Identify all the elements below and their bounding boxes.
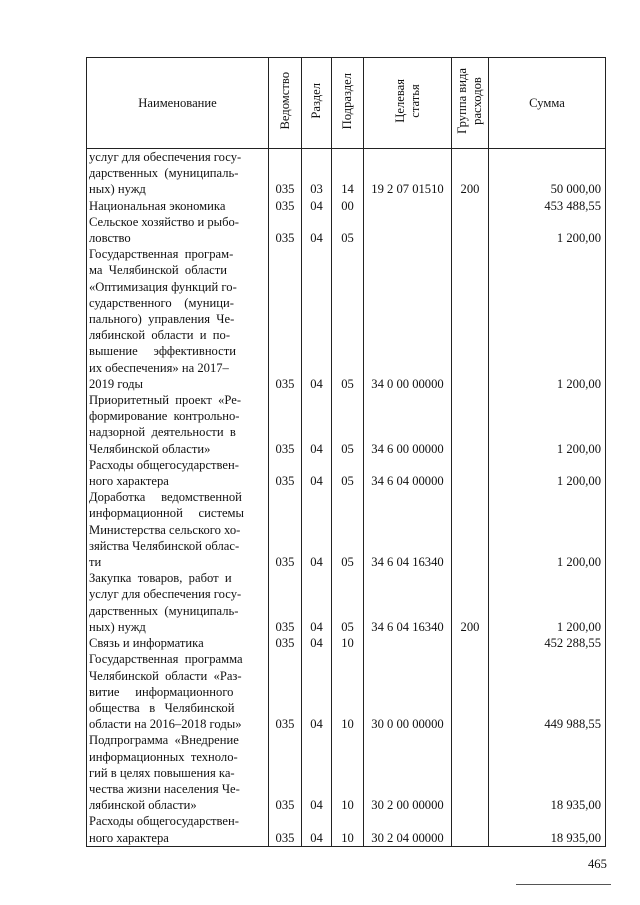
name-line: информационной системы <box>89 506 244 521</box>
name-line: «Оптимизация функций го- <box>89 279 237 294</box>
cell-summa: 1 200,00 <box>489 457 606 489</box>
cell-summa: 452 288,55 <box>489 635 606 651</box>
cell-gruppa-vida <box>452 813 489 846</box>
cell-podrazdel: 05 <box>332 392 364 457</box>
cell-razdel: 04 <box>302 651 332 732</box>
name-line: сударственного (муници- <box>89 295 234 310</box>
name-line: гий в целях повышения ка- <box>89 765 235 780</box>
cell-summa: 18 935,00 <box>489 813 606 846</box>
table-row <box>87 635 606 651</box>
cell-celevaya-statya: 34 6 04 16340 <box>364 489 452 570</box>
cell-celevaya-statya: 30 2 00 00000 <box>364 732 452 813</box>
name-line: лябинской области» <box>89 798 197 813</box>
cell-celevaya-statya: 34 6 00 00000 <box>364 392 452 457</box>
cell-celevaya-statya: 34 0 00 00000 <box>364 246 452 392</box>
name-line: ных) нужд <box>89 182 146 197</box>
name-line: ного характера <box>89 474 169 489</box>
cell-name <box>87 214 269 246</box>
cell-name <box>87 457 269 489</box>
name-line: Челябинской области «Раз- <box>89 668 242 683</box>
header-vedomstvo: Ведомство <box>269 58 302 149</box>
cell-razdel: 04 <box>302 457 332 489</box>
table-row <box>87 392 606 457</box>
cell-celevaya-statya <box>364 214 452 246</box>
cell-summa: 1 200,00 <box>489 489 606 570</box>
cell-name <box>87 651 269 732</box>
table-row <box>87 489 606 570</box>
name-line: услуг для обеспечения госу- <box>89 150 242 164</box>
name-line: зяйства Челябинской облас- <box>89 538 240 553</box>
budget-table <box>86 57 606 847</box>
table-body <box>87 149 606 847</box>
name-line: вышение эффективности <box>89 344 236 359</box>
cell-celevaya-statya: 34 6 04 00000 <box>364 457 452 489</box>
table-row <box>87 198 606 214</box>
cell-razdel: 04 <box>302 198 332 214</box>
header-name: Наименование <box>87 58 269 149</box>
cell-name <box>87 246 269 392</box>
table-header-row <box>87 58 606 149</box>
name-line: области на 2016–2018 годы» <box>89 717 242 732</box>
name-line: Государственная програм- <box>89 247 234 262</box>
cell-podrazdel: 05 <box>332 489 364 570</box>
table-row <box>87 214 606 246</box>
table-row <box>87 651 606 732</box>
cell-razdel: 04 <box>302 570 332 635</box>
name-line: Закупка товаров, работ и <box>89 571 232 586</box>
table-row <box>87 149 606 198</box>
cell-celevaya-statya: 30 2 04 00000 <box>364 813 452 846</box>
table-row <box>87 813 606 846</box>
page-number: 465 <box>588 857 607 871</box>
name-line: Челябинской области» <box>89 441 211 456</box>
header-gruppa-vida-rashodov: Группа вида расходов <box>452 58 489 149</box>
cell-razdel: 04 <box>302 732 332 813</box>
table-row <box>87 246 606 392</box>
name-line: Связь и информатика <box>89 636 204 651</box>
cell-podrazdel: 00 <box>332 198 364 214</box>
cell-gruppa-vida <box>452 214 489 246</box>
cell-name <box>87 149 269 198</box>
cell-gruppa-vida <box>452 246 489 392</box>
cell-celevaya-statya: 30 0 00 00000 <box>364 651 452 732</box>
name-line: ти <box>89 555 102 570</box>
name-line: услуг для обеспечения госу- <box>89 587 242 602</box>
cell-razdel: 04 <box>302 392 332 457</box>
cell-gruppa-vida <box>452 635 489 651</box>
name-line: формирование контрольно- <box>89 409 240 424</box>
name-line: лябинской области и по- <box>89 328 231 343</box>
cell-celevaya-statya <box>364 198 452 214</box>
cell-name <box>87 570 269 635</box>
cell-vedomstvo: 035 <box>269 246 302 392</box>
cell-podrazdel: 10 <box>332 813 364 846</box>
name-line: 2019 годы <box>89 376 143 391</box>
name-line: их обеспечения» на 2017– <box>89 360 229 375</box>
cell-vedomstvo: 035 <box>269 198 302 214</box>
table-row <box>87 732 606 813</box>
cell-name <box>87 813 269 846</box>
name-line: дарственных (муниципаль- <box>89 603 239 618</box>
cell-gruppa-vida <box>452 651 489 732</box>
cell-summa: 1 200,00 <box>489 570 606 635</box>
cell-podrazdel: 05 <box>332 570 364 635</box>
table-row <box>87 570 606 635</box>
cell-summa: 50 000,00 <box>489 149 606 198</box>
name-line: Национальная экономика <box>89 198 226 213</box>
name-line: информационных техноло- <box>89 749 238 764</box>
cell-podrazdel: 05 <box>332 214 364 246</box>
cell-podrazdel: 10 <box>332 635 364 651</box>
cell-razdel: 04 <box>302 214 332 246</box>
name-line: надзорной деятельности в <box>89 425 236 440</box>
cell-summa: 449 988,55 <box>489 651 606 732</box>
cell-vedomstvo: 035 <box>269 813 302 846</box>
cell-name <box>87 732 269 813</box>
name-line: витие информационного <box>89 684 234 699</box>
cell-razdel: 04 <box>302 635 332 651</box>
name-line: Подпрограмма «Внедрение <box>89 733 239 748</box>
cell-razdel: 03 <box>302 149 332 198</box>
cell-celevaya-statya <box>364 635 452 651</box>
cell-summa: 1 200,00 <box>489 246 606 392</box>
cell-vedomstvo: 035 <box>269 214 302 246</box>
header-celevaya-statya: Целевая статья <box>364 58 452 149</box>
cell-name <box>87 489 269 570</box>
name-line: Государственная программа <box>89 652 243 667</box>
cell-vedomstvo: 035 <box>269 651 302 732</box>
cell-name <box>87 635 269 651</box>
name-line: ных) нужд <box>89 619 146 634</box>
cell-gruppa-vida <box>452 732 489 813</box>
cell-summa: 18 935,00 <box>489 732 606 813</box>
cell-gruppa-vida <box>452 198 489 214</box>
cell-gruppa-vida: 200 <box>452 570 489 635</box>
cell-podrazdel: 10 <box>332 732 364 813</box>
name-line: общества в Челябинской <box>89 700 235 715</box>
name-line: ма Челябинской области <box>89 263 228 278</box>
cell-summa: 1 200,00 <box>489 392 606 457</box>
name-line: Сельское хозяйство и рыбо- <box>89 214 239 229</box>
header-razdel: Раздел <box>302 58 332 149</box>
cell-vedomstvo: 035 <box>269 635 302 651</box>
cell-podrazdel: 14 <box>332 149 364 198</box>
cell-name <box>87 198 269 214</box>
name-line: ного характера <box>89 830 169 845</box>
cell-razdel: 04 <box>302 489 332 570</box>
name-line: Министерства сельского хо- <box>89 522 241 537</box>
cell-gruppa-vida <box>452 489 489 570</box>
cell-vedomstvo: 035 <box>269 489 302 570</box>
cell-gruppa-vida <box>452 392 489 457</box>
name-line: чества жизни населения Че- <box>89 781 240 796</box>
cell-gruppa-vida <box>452 457 489 489</box>
name-line: Расходы общегосударствен- <box>89 814 239 829</box>
name-line: Приоритетный проект «Ре- <box>89 393 242 408</box>
name-line: дарственных (муниципаль- <box>89 166 239 181</box>
cell-gruppa-vida: 200 <box>452 149 489 198</box>
table-row <box>87 457 606 489</box>
header-summa: Сумма <box>489 58 606 149</box>
name-line: Расходы общегосударствен- <box>89 457 239 472</box>
cell-vedomstvo: 035 <box>269 149 302 198</box>
name-line: Доработка ведомственной <box>89 490 242 505</box>
name-line: ловство <box>89 231 131 246</box>
name-line: пального) управления Че- <box>89 312 235 327</box>
cell-name <box>87 392 269 457</box>
header-podrazdel: Подраздел <box>332 58 364 149</box>
cell-celevaya-statya: 19 2 07 01510 <box>364 149 452 198</box>
cell-summa: 1 200,00 <box>489 214 606 246</box>
cell-razdel: 04 <box>302 813 332 846</box>
cell-podrazdel: 05 <box>332 246 364 392</box>
cell-vedomstvo: 035 <box>269 732 302 813</box>
cell-celevaya-statya: 34 6 04 16340 <box>364 570 452 635</box>
cell-podrazdel: 05 <box>332 457 364 489</box>
cell-vedomstvo: 035 <box>269 457 302 489</box>
cell-razdel: 04 <box>302 246 332 392</box>
cell-vedomstvo: 035 <box>269 570 302 635</box>
cell-summa: 453 488,55 <box>489 198 606 214</box>
cell-vedomstvo: 035 <box>269 392 302 457</box>
footer-rule <box>516 884 611 885</box>
cell-podrazdel: 10 <box>332 651 364 732</box>
